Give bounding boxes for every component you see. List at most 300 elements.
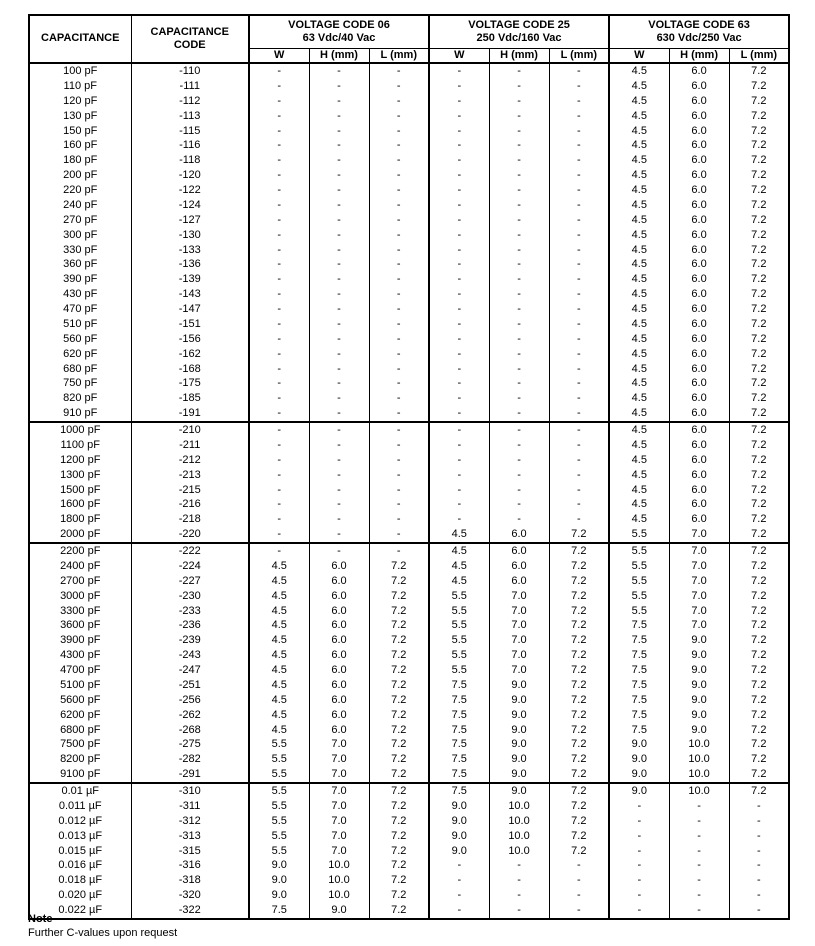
dimension-cell: 7.2 — [729, 124, 789, 139]
dimension-cell: 5.5 — [249, 829, 309, 844]
table-row — [29, 783, 789, 799]
dimension-cell: 7.2 — [729, 272, 789, 287]
dimension-cell: 6.0 — [309, 559, 369, 574]
dimension-cell: 7.2 — [549, 799, 609, 814]
capacitance-code-cell: -211 — [131, 438, 249, 453]
h-column-header-06: H (mm) — [309, 48, 369, 63]
dimension-cell: 6.0 — [669, 228, 729, 243]
dimension-cell: 10.0 — [309, 858, 369, 873]
dimension-cell: - — [549, 213, 609, 228]
dimension-cell: - — [369, 138, 429, 153]
table-row — [29, 124, 789, 139]
dimension-cell: - — [249, 406, 309, 422]
dimension-cell: - — [549, 873, 609, 888]
capacitance-cell: 0.016 µF — [29, 858, 131, 873]
capacitance-cell: 0.018 µF — [29, 873, 131, 888]
capacitance-code-cell: -233 — [131, 604, 249, 619]
dimension-cell: 9.0 — [609, 752, 669, 767]
dimension-cell: - — [369, 497, 429, 512]
dimension-cell: 6.0 — [669, 257, 729, 272]
dimension-cell: 4.5 — [609, 438, 669, 453]
dimension-cell: 4.5 — [609, 497, 669, 512]
dimension-cell: 7.0 — [669, 543, 729, 559]
table-row — [29, 183, 789, 198]
dimension-cell: 7.2 — [549, 844, 609, 859]
capacitance-cell: 7500 pF — [29, 737, 131, 752]
dimension-cell: - — [369, 391, 429, 406]
capacitance-code-cell: -136 — [131, 257, 249, 272]
table-row — [29, 332, 789, 347]
capacitance-code-cell: -139 — [131, 272, 249, 287]
dimension-cell: 6.0 — [669, 124, 729, 139]
capacitance-code-cell: -291 — [131, 767, 249, 783]
header-group-row — [29, 15, 789, 48]
dimension-cell: 7.2 — [729, 589, 789, 604]
dimension-cell: - — [369, 302, 429, 317]
capacitance-cell: 6800 pF — [29, 723, 131, 738]
capacitance-code-cell: -275 — [131, 737, 249, 752]
dimension-cell: - — [489, 228, 549, 243]
dimension-cell: - — [309, 183, 369, 198]
dimension-cell: - — [249, 183, 309, 198]
h-column-header-25: H (mm) — [489, 48, 549, 63]
dimension-cell: 5.5 — [249, 752, 309, 767]
dimension-cell: 7.2 — [549, 574, 609, 589]
dimension-cell: - — [429, 168, 489, 183]
dimension-cell: 9.0 — [429, 799, 489, 814]
dimension-cell: 7.5 — [249, 903, 309, 919]
dimension-cell: 6.0 — [669, 483, 729, 498]
dimension-cell: - — [549, 362, 609, 377]
dimension-cell: - — [309, 497, 369, 512]
dimension-cell: 6.0 — [669, 438, 729, 453]
dimension-cell: 7.2 — [369, 678, 429, 693]
dimension-cell: - — [609, 888, 669, 903]
dimension-cell: - — [249, 391, 309, 406]
dimension-cell: 7.2 — [729, 574, 789, 589]
capacitance-code-cell: -268 — [131, 723, 249, 738]
dimension-cell: - — [309, 109, 369, 124]
capacitance-cell: 1300 pF — [29, 468, 131, 483]
table-row — [29, 138, 789, 153]
dimension-cell: - — [549, 347, 609, 362]
capacitance-cell: 180 pF — [29, 153, 131, 168]
dimension-cell: 6.0 — [309, 708, 369, 723]
dimension-cell: 7.2 — [549, 604, 609, 619]
dimension-cell: 7.0 — [309, 752, 369, 767]
dimension-cell: - — [249, 124, 309, 139]
dimension-cell: - — [729, 799, 789, 814]
dimension-cell: - — [489, 317, 549, 332]
dimension-cell: 9.0 — [309, 903, 369, 919]
dimension-cell: - — [429, 153, 489, 168]
dimension-cell: 7.2 — [369, 559, 429, 574]
table-row — [29, 63, 789, 79]
table-row — [29, 168, 789, 183]
capacitance-cell: 2000 pF — [29, 527, 131, 543]
l-column-header-06: L (mm) — [369, 48, 429, 63]
dimension-cell: 5.5 — [429, 618, 489, 633]
dimension-cell: - — [249, 79, 309, 94]
dimension-cell: - — [309, 272, 369, 287]
dimension-cell: 7.2 — [549, 767, 609, 783]
dimension-cell: - — [309, 512, 369, 527]
dimension-cell: 7.5 — [429, 767, 489, 783]
dimension-cell: 7.2 — [369, 767, 429, 783]
table-row — [29, 406, 789, 422]
dimension-cell: - — [489, 138, 549, 153]
dimension-cell: 9.0 — [489, 767, 549, 783]
dimension-cell: 4.5 — [609, 468, 669, 483]
dimension-cell: 4.5 — [609, 94, 669, 109]
dimension-cell: 6.0 — [669, 272, 729, 287]
dimension-cell: 9.0 — [429, 829, 489, 844]
w-column-header-25: W — [429, 48, 489, 63]
dimension-cell: 6.0 — [669, 453, 729, 468]
dimension-cell: 5.5 — [429, 633, 489, 648]
dimension-cell: - — [309, 302, 369, 317]
dimension-cell: 7.2 — [369, 604, 429, 619]
capacitance-cell: 820 pF — [29, 391, 131, 406]
dimension-cell: 4.5 — [609, 453, 669, 468]
voltage-code-25-subtitle: 250 Vdc/160 Vac — [476, 31, 562, 44]
dimension-cell: - — [549, 138, 609, 153]
dimension-cell: - — [489, 362, 549, 377]
capacitance-code-cell: -116 — [131, 138, 249, 153]
capacitance-cell: 4300 pF — [29, 648, 131, 663]
dimension-cell: 4.5 — [609, 332, 669, 347]
dimension-cell: - — [309, 287, 369, 302]
capacitance-code-cell: -122 — [131, 183, 249, 198]
capacitance-code-cell: -224 — [131, 559, 249, 574]
dimension-cell: 7.2 — [549, 618, 609, 633]
dimension-cell: 7.2 — [729, 183, 789, 198]
dimension-cell: 7.2 — [549, 829, 609, 844]
capacitance-cell: 5100 pF — [29, 678, 131, 693]
dimension-cell: - — [549, 79, 609, 94]
dimension-cell: 6.0 — [309, 693, 369, 708]
dimension-cell: 7.0 — [309, 737, 369, 752]
capacitance-cell: 510 pF — [29, 317, 131, 332]
dimension-cell: - — [549, 183, 609, 198]
capacitance-code-cell: -322 — [131, 903, 249, 919]
dimension-cell: 7.2 — [729, 453, 789, 468]
capacitance-code-cell: -315 — [131, 844, 249, 859]
capacitance-cell: 4700 pF — [29, 663, 131, 678]
dimension-cell: - — [489, 406, 549, 422]
dimension-cell: 7.2 — [729, 153, 789, 168]
dimension-cell: - — [669, 903, 729, 919]
dimension-cell: 7.5 — [609, 648, 669, 663]
capacitance-code-cell: -282 — [131, 752, 249, 767]
dimension-cell: 4.5 — [609, 287, 669, 302]
dimension-cell: - — [369, 347, 429, 362]
dimension-cell: - — [609, 858, 669, 873]
dimension-cell: - — [369, 422, 429, 438]
dimension-cell: - — [429, 376, 489, 391]
dimension-cell: 7.2 — [729, 678, 789, 693]
dimension-cell: 7.5 — [429, 723, 489, 738]
dimension-cell: 7.2 — [729, 422, 789, 438]
dimension-cell: - — [429, 79, 489, 94]
dimension-cell: 6.0 — [669, 362, 729, 377]
table-row — [29, 814, 789, 829]
capacitance-code-cell: -213 — [131, 468, 249, 483]
capacitance-code-header-line2: CODE — [173, 39, 206, 51]
dimension-cell: 7.2 — [549, 633, 609, 648]
dimension-cell: - — [489, 391, 549, 406]
dimension-cell: 6.0 — [669, 376, 729, 391]
dimension-cell: 7.2 — [369, 783, 429, 799]
dimension-cell: 7.0 — [489, 633, 549, 648]
dimension-cell: 7.5 — [609, 618, 669, 633]
capacitance-cell: 0.011 µF — [29, 799, 131, 814]
dimension-cell: 7.2 — [369, 829, 429, 844]
capacitance-code-cell: -311 — [131, 799, 249, 814]
table-header — [29, 15, 789, 63]
dimension-cell: 7.2 — [369, 888, 429, 903]
capacitance-cell: 130 pF — [29, 109, 131, 124]
capacitance-code-cell: -239 — [131, 633, 249, 648]
table-row — [29, 228, 789, 243]
capacitance-cell: 8200 pF — [29, 752, 131, 767]
dimension-cell: - — [429, 257, 489, 272]
dimension-cell: - — [249, 168, 309, 183]
dimension-cell: 4.5 — [609, 257, 669, 272]
capacitance-cell: 0.012 µF — [29, 814, 131, 829]
capacitance-code-cell: -256 — [131, 693, 249, 708]
dimension-cell: 4.5 — [429, 527, 489, 543]
dimension-cell: 7.5 — [429, 752, 489, 767]
table-row — [29, 512, 789, 527]
dimension-cell: 7.2 — [369, 814, 429, 829]
dimension-cell: 7.2 — [369, 844, 429, 859]
dimension-cell: 6.0 — [669, 63, 729, 79]
dimension-cell: 4.5 — [609, 213, 669, 228]
dimension-cell: - — [429, 228, 489, 243]
dimension-cell: 7.0 — [489, 648, 549, 663]
capacitance-cell: 220 pF — [29, 183, 131, 198]
dimension-cell: 4.5 — [609, 406, 669, 422]
dimension-cell: - — [249, 302, 309, 317]
dimension-cell: 10.0 — [489, 844, 549, 859]
dimension-cell: 7.2 — [549, 527, 609, 543]
dimension-cell: - — [489, 272, 549, 287]
table-row — [29, 678, 789, 693]
dimension-cell: - — [549, 391, 609, 406]
capacitance-code-cell: -262 — [131, 708, 249, 723]
table-row — [29, 272, 789, 287]
capacitance-cell: 0.013 µF — [29, 829, 131, 844]
dimension-cell: 7.2 — [369, 873, 429, 888]
dimension-cell: 7.2 — [729, 228, 789, 243]
dimension-cell: - — [669, 858, 729, 873]
dimension-cell: - — [429, 183, 489, 198]
dimension-cell: 7.2 — [549, 783, 609, 799]
dimension-cell: 7.2 — [549, 663, 609, 678]
dimension-cell: 6.0 — [309, 633, 369, 648]
dimension-cell: - — [729, 903, 789, 919]
capacitance-cell: 1500 pF — [29, 483, 131, 498]
dimension-cell: - — [429, 483, 489, 498]
dimension-cell: 10.0 — [489, 814, 549, 829]
dimension-cell: 6.0 — [669, 302, 729, 317]
dimension-cell: - — [549, 198, 609, 213]
dimension-cell: 6.0 — [669, 512, 729, 527]
dimension-cell: - — [429, 422, 489, 438]
dimension-cell: 7.2 — [729, 168, 789, 183]
dimension-cell: 7.2 — [729, 317, 789, 332]
dimension-cell: - — [309, 79, 369, 94]
dimension-cell: - — [609, 844, 669, 859]
dimension-cell: 4.5 — [609, 376, 669, 391]
dimension-cell: 7.2 — [729, 94, 789, 109]
table-row — [29, 391, 789, 406]
dimension-cell: - — [549, 228, 609, 243]
dimension-cell: - — [549, 438, 609, 453]
dimension-cell: - — [489, 198, 549, 213]
dimension-cell: - — [489, 858, 549, 873]
table-row — [29, 198, 789, 213]
capacitance-cell: 430 pF — [29, 287, 131, 302]
dimension-cell: 7.2 — [729, 198, 789, 213]
dimension-cell: - — [369, 228, 429, 243]
capacitance-cell: 100 pF — [29, 63, 131, 79]
dimension-cell: 7.0 — [309, 799, 369, 814]
capacitance-code-cell: -143 — [131, 287, 249, 302]
dimension-cell: - — [309, 124, 369, 139]
dimension-cell: 7.2 — [549, 723, 609, 738]
dimension-cell: - — [489, 512, 549, 527]
table-row — [29, 422, 789, 438]
dimension-cell: 7.0 — [669, 618, 729, 633]
dimension-cell: 7.5 — [609, 708, 669, 723]
capacitance-cell: 300 pF — [29, 228, 131, 243]
dimension-cell: - — [669, 829, 729, 844]
dimension-cell: - — [369, 287, 429, 302]
dimension-cell: - — [309, 468, 369, 483]
dimension-cell: 6.0 — [669, 94, 729, 109]
dimension-cell: - — [369, 272, 429, 287]
dimension-cell: 9.0 — [669, 678, 729, 693]
dimension-cell: - — [549, 903, 609, 919]
dimension-cell: 7.2 — [729, 723, 789, 738]
dimension-cell: 4.5 — [609, 317, 669, 332]
dimension-cell: 5.5 — [429, 663, 489, 678]
dimension-cell: 7.2 — [729, 559, 789, 574]
dimension-cell: 7.2 — [729, 512, 789, 527]
table-row — [29, 317, 789, 332]
dimension-cell: 7.2 — [549, 708, 609, 723]
dimension-cell: - — [369, 79, 429, 94]
capacitance-cell: 1100 pF — [29, 438, 131, 453]
dimension-cell: - — [669, 814, 729, 829]
dimension-cell: 7.0 — [669, 589, 729, 604]
capacitance-code-cell: -310 — [131, 783, 249, 799]
dimension-cell: 9.0 — [609, 783, 669, 799]
dimension-cell: - — [309, 543, 369, 559]
dimension-cell: 4.5 — [609, 391, 669, 406]
dimension-cell: 7.2 — [729, 63, 789, 79]
dimension-cell: 10.0 — [309, 873, 369, 888]
capacitance-cell: 750 pF — [29, 376, 131, 391]
dimension-cell: - — [729, 873, 789, 888]
dimension-cell: - — [249, 332, 309, 347]
dimension-cell: 9.0 — [669, 663, 729, 678]
dimension-cell: 4.5 — [249, 693, 309, 708]
dimension-cell: - — [249, 198, 309, 213]
capacitance-code-cell: -113 — [131, 109, 249, 124]
dimension-cell: - — [369, 406, 429, 422]
dimension-cell: 5.5 — [249, 844, 309, 859]
dimension-cell: - — [249, 153, 309, 168]
table-row — [29, 888, 789, 903]
dimension-cell: 9.0 — [489, 708, 549, 723]
dimension-cell: 6.0 — [309, 723, 369, 738]
table-row — [29, 543, 789, 559]
dimension-cell: - — [369, 438, 429, 453]
table-row — [29, 767, 789, 783]
dimension-cell: 7.2 — [729, 109, 789, 124]
dimension-cell: 7.2 — [549, 737, 609, 752]
dimension-cell: 5.5 — [609, 574, 669, 589]
dimension-cell: 7.2 — [729, 648, 789, 663]
dimension-cell: - — [369, 468, 429, 483]
dimension-cell: - — [429, 138, 489, 153]
dimension-cell: - — [489, 124, 549, 139]
dimension-cell: 7.5 — [609, 693, 669, 708]
dimension-cell: - — [549, 406, 609, 422]
dimension-cell: - — [549, 332, 609, 347]
dimension-cell: 7.2 — [549, 752, 609, 767]
capacitance-code-cell: -318 — [131, 873, 249, 888]
table-row — [29, 109, 789, 124]
table-row — [29, 574, 789, 589]
dimension-cell: - — [309, 438, 369, 453]
capacitance-cell: 680 pF — [29, 362, 131, 377]
dimension-cell: 4.5 — [609, 243, 669, 258]
table-row — [29, 153, 789, 168]
dimension-cell: - — [549, 858, 609, 873]
dimension-cell: - — [369, 512, 429, 527]
dimension-cell: - — [249, 243, 309, 258]
dimension-cell: 7.0 — [489, 604, 549, 619]
dimension-cell: 7.0 — [309, 783, 369, 799]
dimension-cell: - — [489, 63, 549, 79]
dimension-cell: 4.5 — [429, 559, 489, 574]
dimension-cell: - — [429, 317, 489, 332]
dimension-cell: 7.0 — [669, 574, 729, 589]
dimension-cell: 7.0 — [489, 618, 549, 633]
table-row — [29, 527, 789, 543]
dimension-cell: - — [369, 257, 429, 272]
capacitance-cell: 110 pF — [29, 79, 131, 94]
capacitance-code-cell: -175 — [131, 376, 249, 391]
dimension-cell: 7.5 — [609, 723, 669, 738]
dimension-cell: 7.2 — [369, 708, 429, 723]
dimension-cell: 6.0 — [669, 347, 729, 362]
dimension-cell: 5.5 — [609, 543, 669, 559]
table-row — [29, 347, 789, 362]
note-text: Further C-values upon request — [28, 927, 178, 939]
dimension-cell: 4.5 — [609, 79, 669, 94]
dimension-cell: - — [489, 497, 549, 512]
capacitance-code-cell: -120 — [131, 168, 249, 183]
dimension-cell: 6.0 — [669, 468, 729, 483]
dimension-cell: 7.5 — [429, 783, 489, 799]
dimension-cell: - — [369, 94, 429, 109]
dimension-cell: - — [369, 243, 429, 258]
